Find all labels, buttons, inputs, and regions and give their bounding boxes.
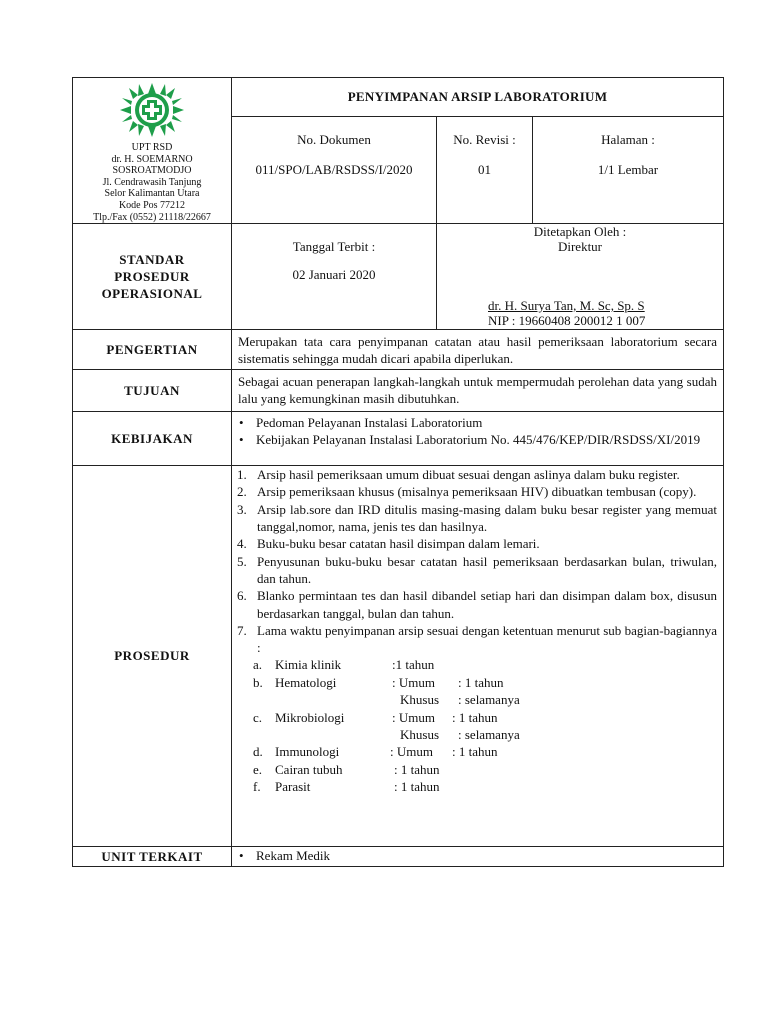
retention-value: : 1 tahun bbox=[458, 674, 504, 690]
sop-label-cell bbox=[73, 224, 232, 330]
step-text: Arsip lab.sore dan IRD ditulis masing-masing dalam buku besar register yang memuat tanggal,nomor, nama, jenis tes dan hasilnya. bbox=[257, 501, 717, 535]
hospital-logo-icon bbox=[119, 82, 185, 138]
institution-line: Selor Kalimantan Utara bbox=[104, 188, 200, 200]
retention-name: Mikrobiologi bbox=[275, 709, 345, 725]
institution-line: Kode Pos 77212 bbox=[118, 199, 186, 211]
sop-table bbox=[72, 77, 724, 867]
step-number: 1. bbox=[237, 467, 247, 483]
retention-row-b2 bbox=[253, 691, 717, 708]
pengertian-text: Merupakan tata cara penyimpanan catatan atau hasil pemeriksaan laboratorium secara sistematis sehingga mudah dicari apabila diperlukan. bbox=[232, 330, 724, 370]
retention-row-c bbox=[253, 709, 717, 726]
retention-value: : selamanya bbox=[458, 692, 520, 708]
issue-date-label: Tanggal Terbit : bbox=[292, 239, 376, 255]
retention-type: : Umum bbox=[392, 709, 435, 725]
revision-cell bbox=[437, 117, 533, 224]
step-text: Lama waktu penyimpanan arsip sesuai dengan ketentuan menurut sub bagian-bagiannya : bbox=[257, 622, 717, 656]
institution-line: SOSROATMODJO bbox=[112, 165, 192, 177]
retention-row-f bbox=[253, 778, 717, 795]
retention-letter: f. bbox=[253, 779, 261, 795]
step-number: 6. bbox=[237, 588, 247, 604]
kebijakan-list bbox=[232, 414, 723, 448]
retention-value: : selamanya bbox=[458, 726, 520, 742]
retention-name: Kimia klinik bbox=[275, 657, 342, 673]
page-value: 1/1 Lembar bbox=[597, 162, 659, 178]
sop-document bbox=[72, 77, 723, 867]
retention-value: : 1 tahun bbox=[394, 779, 440, 795]
prosedur-step bbox=[237, 553, 717, 588]
institution-line: Tlp./Fax (0552) 21118/22667 bbox=[93, 211, 211, 223]
page-cell bbox=[533, 117, 724, 224]
retention-letter: d. bbox=[253, 744, 263, 760]
retention-value: : 1 tahun bbox=[394, 761, 440, 777]
kebijakan-label: KEBIJAKAN bbox=[73, 412, 232, 466]
prosedur-step bbox=[237, 483, 717, 500]
retention-value: : 1 tahun bbox=[452, 709, 498, 725]
sop-label-line: PROSEDUR bbox=[114, 269, 190, 285]
prosedur-step bbox=[237, 587, 717, 622]
institution-line: Jl. Cendrawasih Tanjung bbox=[102, 176, 202, 188]
retention-value: : 1 tahun bbox=[452, 744, 498, 760]
issue-date-value: 02 Januari 2020 bbox=[292, 267, 376, 283]
pengertian-label: PENGERTIAN bbox=[73, 330, 232, 370]
step-number: 4. bbox=[237, 536, 247, 552]
prosedur-step bbox=[237, 535, 717, 552]
retention-letter: e. bbox=[253, 761, 263, 777]
issue-date-cell bbox=[232, 224, 437, 330]
sop-label-line: OPERASIONAL bbox=[101, 286, 203, 302]
retention-name: Cairan tubuh bbox=[275, 761, 343, 777]
approval-cell bbox=[437, 224, 724, 330]
retention-row-c2 bbox=[253, 726, 717, 743]
retention-list bbox=[253, 656, 717, 795]
retention-value: :1 tahun bbox=[392, 657, 435, 673]
retention-name: Hematologi bbox=[275, 674, 337, 690]
doc-number-cell bbox=[232, 117, 437, 224]
retention-row-a bbox=[253, 656, 717, 673]
step-number: 5. bbox=[237, 553, 247, 569]
revision-label: No. Revisi : bbox=[453, 132, 516, 148]
kebijakan-item: • Pedoman Pelayanan Instalasi Laboratorium bbox=[256, 414, 717, 431]
retention-name: Immunologi bbox=[275, 744, 340, 760]
institution-line: dr. H. SOEMARNO bbox=[111, 153, 193, 165]
approval-nip: NIP : 19660408 200012 1 007 bbox=[488, 313, 646, 329]
approval-name: dr. H. Surya Tan, M. Sc, Sp. S bbox=[488, 298, 645, 314]
revision-value: 01 bbox=[478, 162, 491, 178]
document-title: PENYIMPANAN ARSIP LABORATORIUM bbox=[232, 78, 724, 117]
retention-letter: c. bbox=[253, 709, 263, 725]
prosedur-step bbox=[237, 622, 717, 796]
tujuan-text: Sebagai acuan penerapan langkah-langkah untuk mempermudah perolehan data yang sudah lalu yang kemungkinan masih dibutuhkan. bbox=[232, 370, 724, 412]
step-text: Penyusunan buku-buku besar catatan hasil pemeriksaan berdasarkan bulan, triwulan, dan tahun. bbox=[257, 553, 717, 586]
page-label: Halaman : bbox=[601, 132, 655, 148]
approval-label: Ditetapkan Oleh : bbox=[533, 224, 627, 240]
institution-line: UPT RSD bbox=[131, 142, 173, 153]
kebijakan-cell bbox=[232, 412, 724, 466]
unit-terkait-cell bbox=[232, 847, 724, 867]
retention-name: Parasit bbox=[275, 779, 311, 795]
retention-row-e bbox=[253, 761, 717, 778]
institution-address bbox=[75, 142, 229, 223]
retention-type: : Umum bbox=[392, 674, 435, 690]
unit-terkait-list bbox=[232, 847, 723, 864]
step-number: 2. bbox=[237, 484, 247, 500]
retention-type: Khusus bbox=[400, 692, 440, 708]
kebijakan-item: • Kebijakan Pelayanan Instalasi Laboratorium No. 445/476/KEP/DIR/RSDSS/XI/2019 bbox=[256, 431, 717, 448]
retention-row-b bbox=[253, 674, 717, 691]
retention-type: : Umum bbox=[390, 744, 433, 760]
prosedur-step bbox=[237, 501, 717, 536]
prosedur-label: PROSEDUR bbox=[73, 466, 232, 847]
step-number: 7. bbox=[237, 622, 247, 638]
step-number: 3. bbox=[237, 501, 247, 517]
doc-number-value: 011/SPO/LAB/RSDSS/I/2020 bbox=[255, 162, 413, 178]
approval-role: Direktur bbox=[557, 239, 603, 255]
unit-terkait-item: • Rekam Medik bbox=[256, 847, 717, 864]
step-text: Blanko permintaan tes dan hasil dibandel setiap hari dan disimpan dalam box, disusun berdasarkan tanggal, bulan dan tahun. bbox=[257, 588, 717, 621]
tujuan-label: TUJUAN bbox=[73, 370, 232, 412]
prosedur-cell bbox=[232, 466, 724, 847]
retention-letter: b. bbox=[253, 674, 263, 690]
prosedur-step bbox=[237, 466, 717, 483]
doc-number-label: No. Dokumen bbox=[297, 132, 371, 148]
institution-cell bbox=[73, 78, 232, 224]
retention-row-d bbox=[253, 743, 717, 760]
sop-label-line: STANDAR bbox=[119, 252, 185, 268]
step-text: Arsip hasil pemeriksaan umum dibuat sesuai dengan aslinya dalam buku register. bbox=[257, 467, 680, 483]
unit-terkait-label: UNIT TERKAIT bbox=[73, 847, 232, 867]
step-text: Arsip pemeriksaan khusus (misalnya pemeriksaan HIV) dibuatkan tembusan (copy). bbox=[257, 484, 697, 500]
prosedur-steps bbox=[232, 466, 723, 795]
retention-letter: a. bbox=[253, 657, 263, 673]
step-text: Buku-buku besar catatan hasil disimpan dalam lemari. bbox=[257, 536, 540, 552]
retention-type: Khusus bbox=[400, 726, 440, 742]
